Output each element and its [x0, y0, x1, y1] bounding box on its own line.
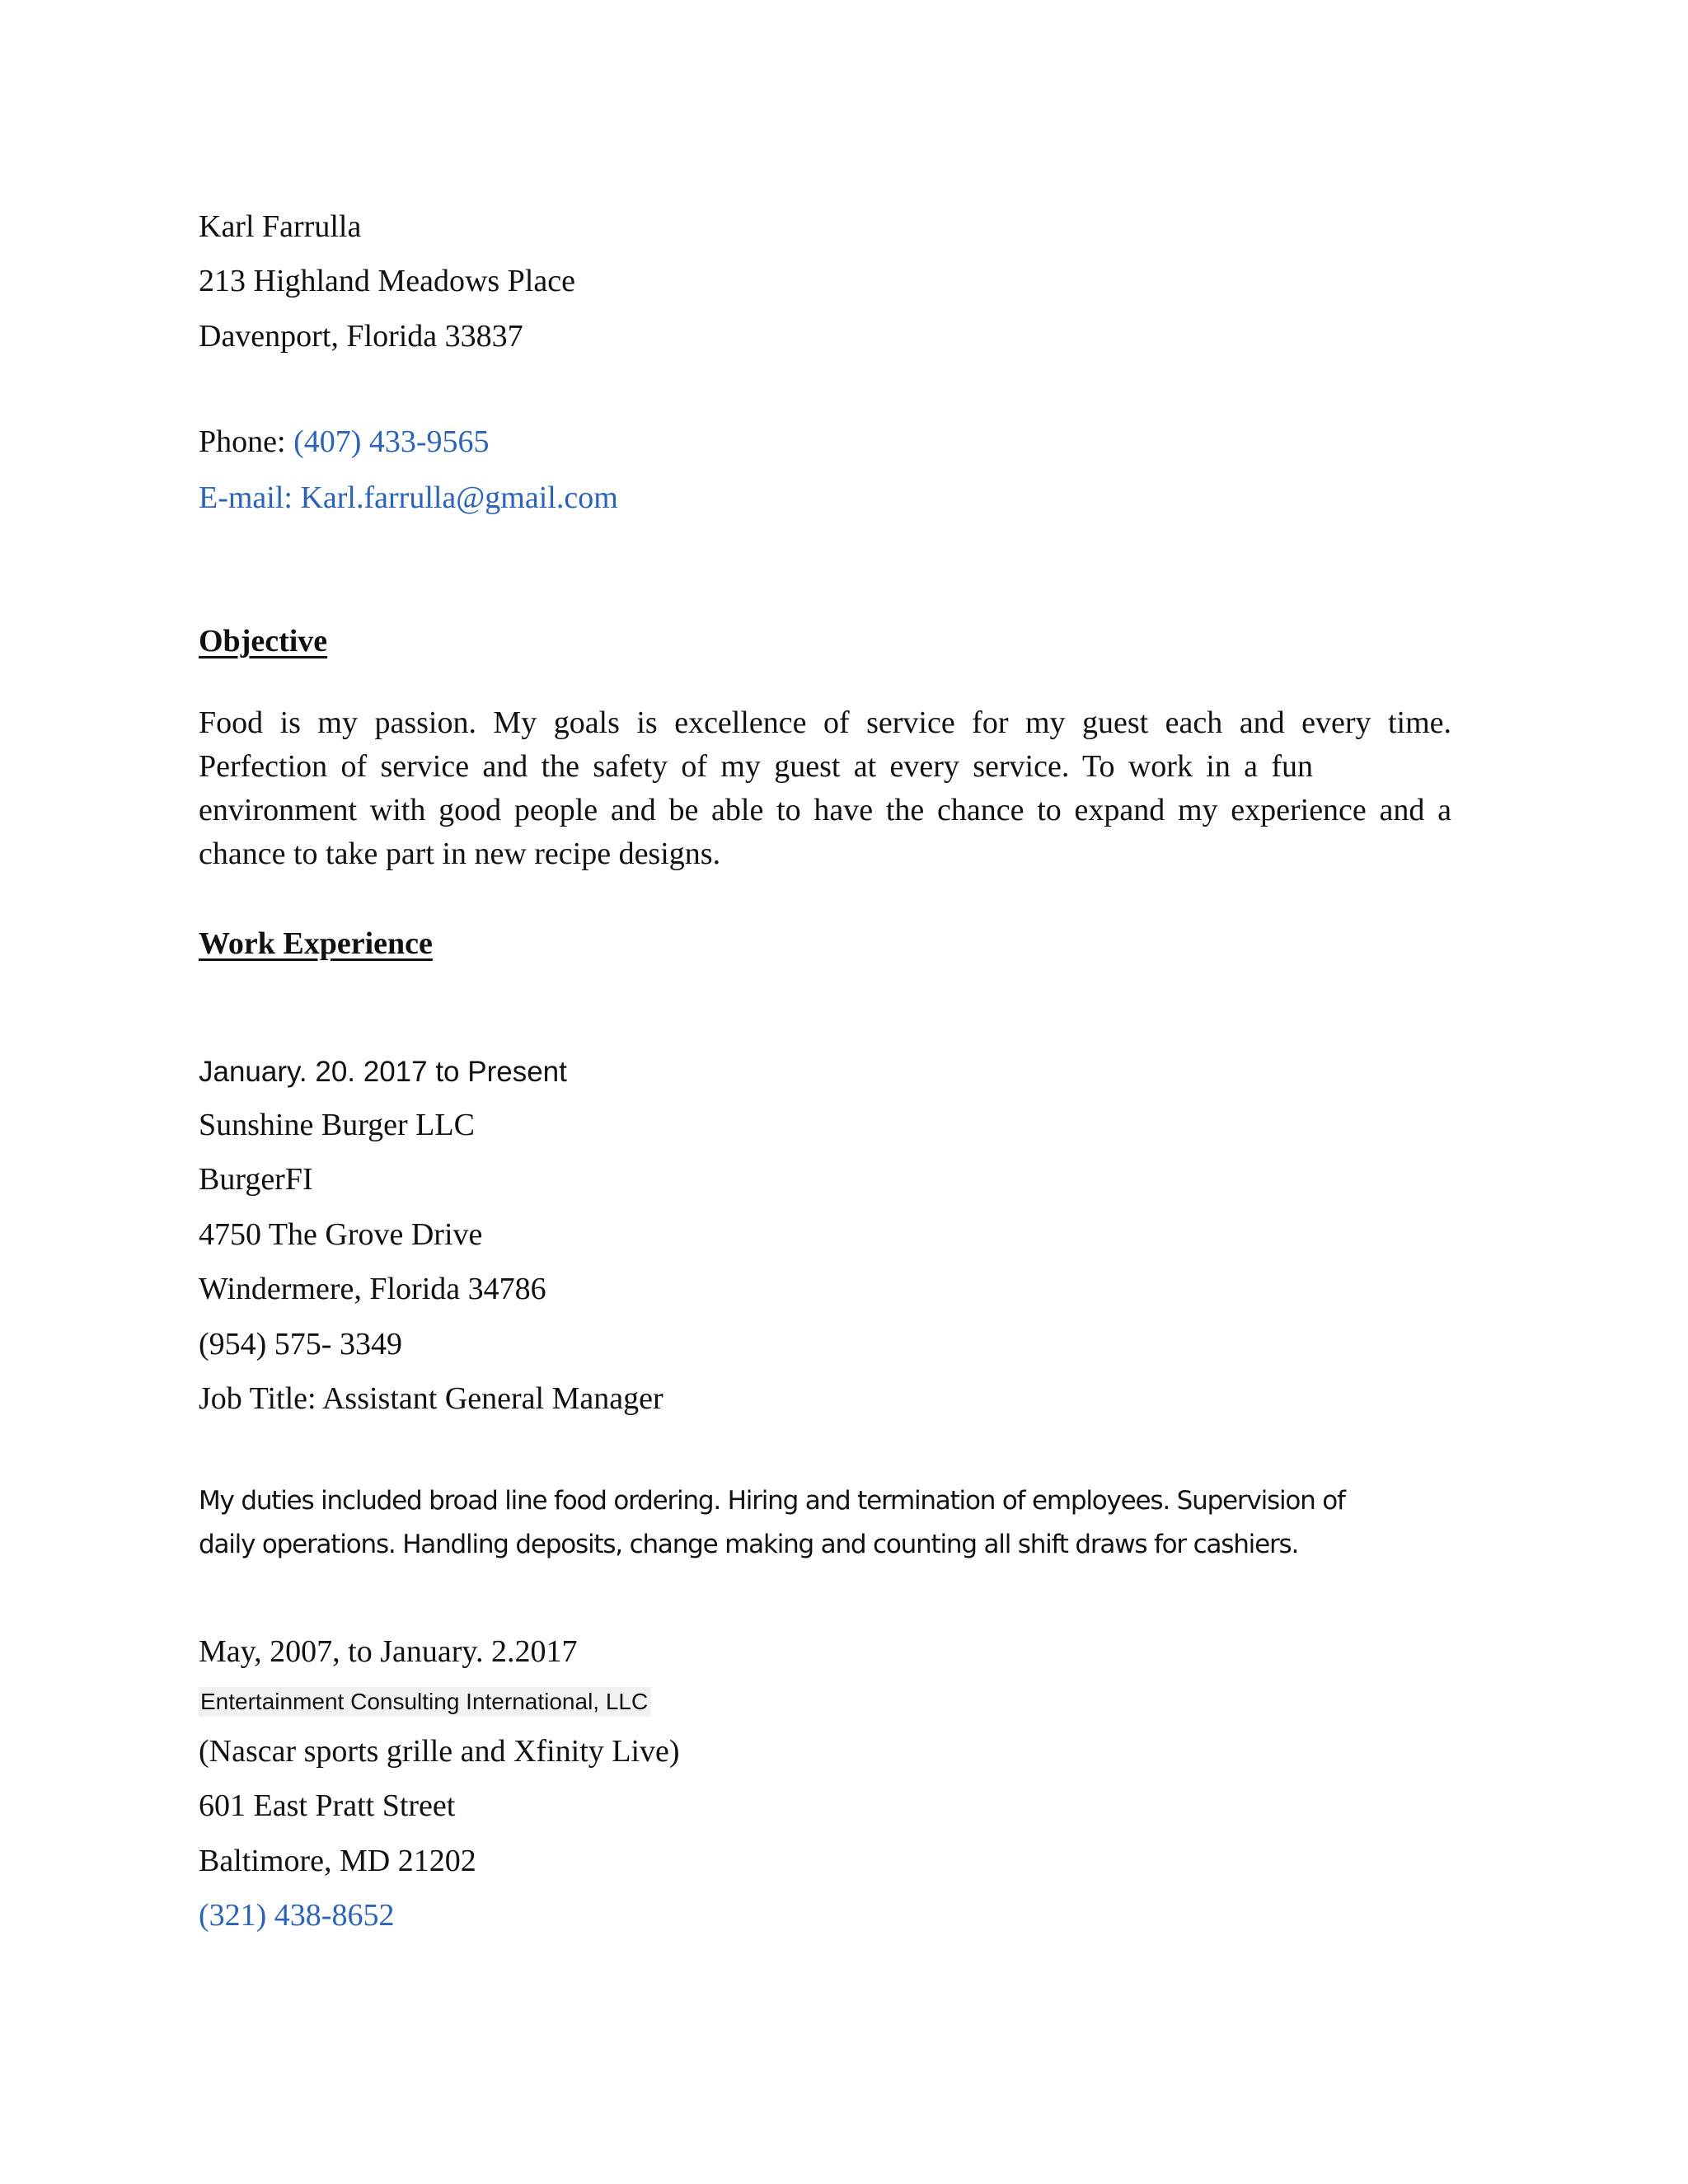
job2-city: Baltimore, MD 21202: [199, 1844, 476, 1878]
job2-dates: May, 2007, to January. 2.2017: [199, 1634, 578, 1669]
address-street: 213 Highland Meadows Place: [199, 264, 575, 298]
objective-paragraph: [199, 701, 1451, 876]
email-label: E-mail:: [199, 480, 301, 515]
applicant-name: Karl Farrulla: [199, 209, 362, 244]
phone-line: [199, 426, 490, 457]
email-link[interactable]: Karl.farrulla@gmail.com: [300, 480, 618, 515]
job1-title: Job Title: Assistant General Manager: [199, 1381, 663, 1416]
email-line: [199, 482, 618, 513]
job1-duties-line-1: My duties included broad line food ordering. Hiring and termination of employees. Supervision of: [199, 1486, 1345, 1516]
objective-line-1: Food is my passion. My goals is excellence of service for my guest each and every time.: [199, 705, 1451, 740]
job1-company: Sunshine Burger LLC: [199, 1108, 475, 1142]
work-experience-heading: Work Experience: [199, 926, 433, 961]
job2-company: Entertainment Consulting International, LLC: [199, 1687, 651, 1717]
phone-label: Phone:: [199, 424, 294, 459]
job1-city: Windermere, Florida 34786: [199, 1272, 546, 1306]
job1-dates: January. 20. 2017 to Present: [199, 1056, 567, 1088]
job2-phone-link[interactable]: (321) 438-8652: [199, 1898, 395, 1933]
job2-venue: (Nascar sports grille and Xfinity Live): [199, 1734, 680, 1769]
objective-heading: Objective: [199, 624, 328, 658]
phone-link[interactable]: (407) 433-9565: [293, 424, 490, 459]
objective-line-2: Perfection of service and the safety of my guest at every service. To work in a fun: [199, 749, 1313, 784]
job1-phone: (954) 575- 3349: [199, 1327, 402, 1361]
job1-street: 4750 The Grove Drive: [199, 1217, 483, 1252]
address-city: Davenport, Florida 33837: [199, 319, 523, 354]
job1-brand: BurgerFI: [199, 1162, 313, 1197]
job1-duties: [199, 1479, 1451, 1567]
objective-line-3: environment with good people and be able to have the chance to expand my experience and a: [199, 793, 1451, 827]
job2-street: 601 East Pratt Street: [199, 1788, 456, 1823]
objective-line-4: chance to take part in new recipe designs.: [199, 837, 721, 871]
job1-duties-line-2: daily operations. Handling deposits, change making and counting all shift draws for cashiers.: [199, 1530, 1299, 1559]
